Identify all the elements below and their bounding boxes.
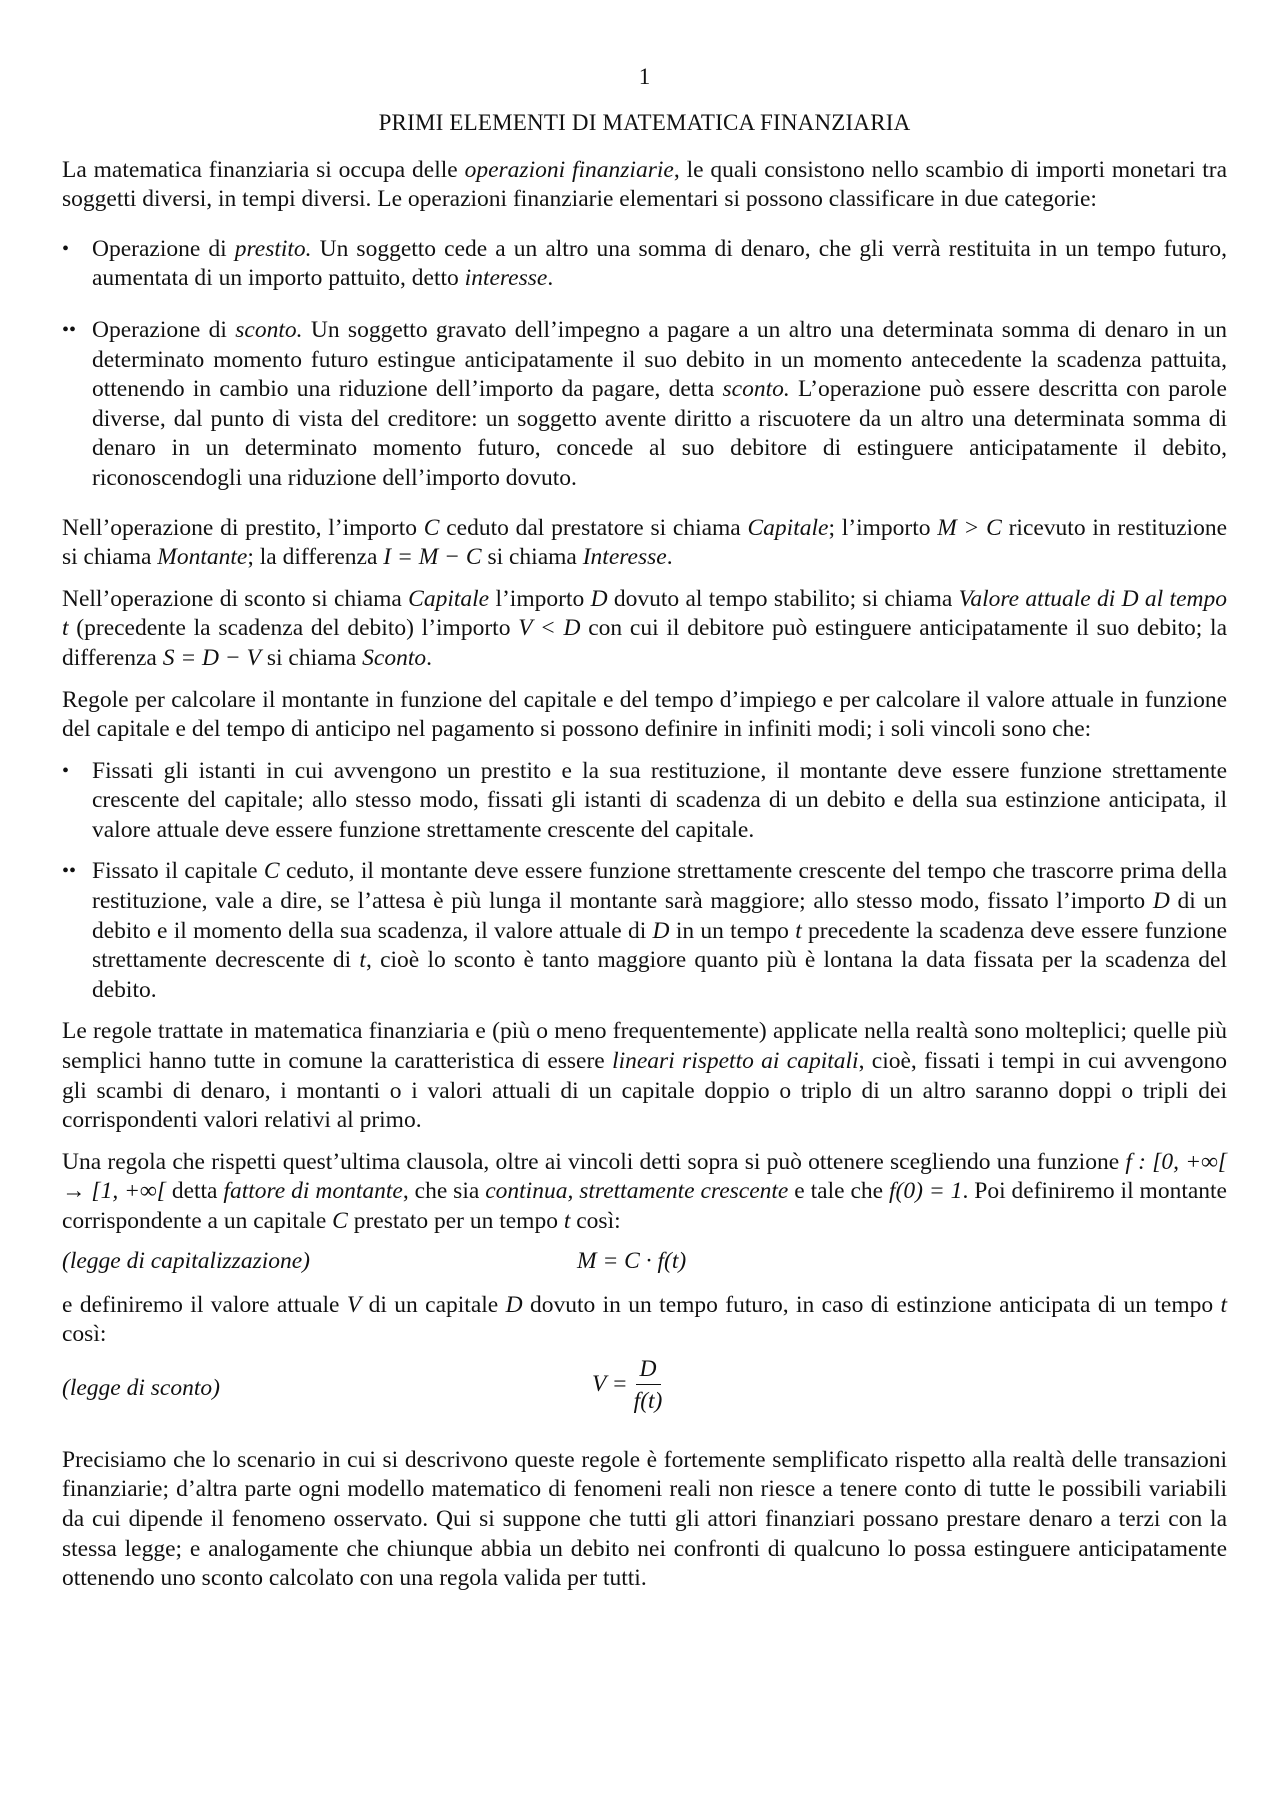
document-page: [62, 62, 1227, 1606]
page-number: 1: [638, 64, 651, 89]
double-bullet-icon: ••: [62, 318, 77, 341]
fraction-numerator: D: [636, 1354, 661, 1385]
formula-label: (legge di capitalizzazione): [62, 1247, 311, 1274]
bullet-icon: •: [62, 759, 70, 782]
intro-paragraph: La matematica finanziaria si occupa delle operazioni finanziarie, le quali consistono nello scambio di importi monetari tra soggetti diversi, in tempi diversi. Le operazioni finanziarie elementari si possono classificare in due categorie:: [62, 156, 1227, 213]
paragraph-sconto: Nell’operazione di sconto si chiama Capitale l’importo D dovuto al tempo stabilito; si chiama Valore attuale di D al tempo t (precedente la scadenza del debito) l’importo V < D con cui il debitore può estinguere anticipatamente il suo debito; la differenza S = D − V si chiama Sconto.: [62, 585, 1227, 671]
formula-sconto: [62, 1354, 1227, 1428]
page-title: PRIMI ELEMENTI DI MATEMATICA FINANZIARIA: [378, 110, 911, 135]
fraction-denominator: f(t): [633, 1387, 663, 1414]
paragraph-valore: e definiremo il valore attuale V di un capitale D dovuto in un tempo futuro, in caso di estinzione anticipata di un tempo t così:: [62, 1291, 1228, 1348]
paragraph-finale: Precisiamo che lo scenario in cui si descrivono queste regole è fortemente semplificato rispetto alla realtà delle transazioni finanziarie; d’altra parte ogni modello matematico di fenomeni reali non riesce a tenere conto di tutte le possibili variabili da cui dipende il fenomeno osservato. Qui si suppone che tutti gli attori finanziari possano prestare denaro a terzi con la stessa legge; e analogamente che chiunque abbia un debito nei confronti di qualcuno lo possa estinguere anticipatamente ottenendo uno sconto calcolato con una regola valida per tutti.: [62, 1446, 1227, 1592]
list-item-prestito: • Operazione di prestito. Un soggetto cede a un altro una somma di denaro, che gli verrà restituita in un tempo futuro, aumentata di un importo pattuito, detto interesse.: [62, 235, 1227, 292]
formula-lhs: V =: [592, 1371, 628, 1398]
list-item-vincolo-1: • Fissati gli istanti in cui avvengono un prestito e la sua restituzione, il montante deve essere funzione strettamente crescente del capitale; allo stesso modo, fissati gli istanti di scadenza di un debito e della sua estinzione anticipata, il valore attuale deve essere funzione strettamente crescente del capitale.: [62, 757, 1227, 843]
paragraph-regola: Una regola che rispetti quest’ultima clausola, oltre ai vincoli detti sopra si può ottenere scegliendo una funzione f : [0, +∞[ → [1, +∞[ detta fattore di montante, che sia continua, strettamente crescente e tale che f(0) = 1. Poi definiremo il montante corrispondente a un capitale C prestato per un tempo t così:: [62, 1148, 1227, 1234]
paragraph-prestito: Nell’operazione di prestito, l’importo C ceduto dal prestatore si chiama Capitale; l’importo M > C ricevuto in restituzione si chiama Montante; la differenza I = M − C si chiama Interesse.: [62, 514, 1227, 571]
bullet-icon: •: [62, 237, 70, 260]
double-bullet-icon: ••: [62, 860, 77, 883]
formula-equation: M = C · f(t): [577, 1247, 687, 1274]
paragraph-lineari: Le regole trattate in matematica finanziaria e (più o meno frequentemente) applicate nella realtà sono molteplici; quelle più semplici hanno tutte in comune la caratteristica di essere lineari rispetto ai capitali, cioè, fissati i tempi in cui avvengono gli scambi di denaro, i montanti o i valori attuali di un capitale doppio o triplo di un altro saranno doppi o tripli dei corrispondenti valori relativi al primo.: [62, 1018, 1227, 1134]
list-item-sconto: •• Operazione di sconto. Un soggetto gravato dell’impegno a pagare a un altro una determinata somma di denaro in un determinato momento futuro estingue anticipatamente il suo debito in un momento antecedente la scadenza pattuita, ottenendo in cambio una riduzione dell’importo da pagare, detta sconto. L’operazione può essere descritta con parole diverse, dal punto di vista del creditore: un soggetto avente diritto a riscuotere da un altro una determinata somma di denaro in un determinato momento futuro, concede al suo debitore di estinguere anticipatamente il debito, riconoscendogli una riduzione dell’importo dovuto.: [62, 316, 1228, 491]
paragraph-regole: Regole per calcolare il montante in funzione del capitale e del tempo d’impiego e per calcolare il valore attuale in funzione del capitale e del tempo di anticipo nel pagamento si possono definire in infiniti modi; i soli vincoli sono che:: [62, 686, 1227, 743]
fraction: [634, 1354, 663, 1417]
formula-label: (legge di sconto): [62, 1374, 220, 1401]
list-item-vincolo-2: •• Fissato il capitale C ceduto, il montante deve essere funzione strettamente crescente del tempo che trascorre prima della restituzione, vale a dire, se l’attesa è più lunga il montante sarà maggiore; allo stesso modo, fissato l’importo D di un debito e il momento della sua scadenza, il valore attuale di D in un tempo t precedente la scadenza deve essere funzione strettamente decrescente di t, cioè lo sconto è tanto maggiore quanto più è lontana la data fissata per la scadenza del debito.: [62, 858, 1228, 1003]
formula-capitalizzazione: [62, 1243, 1227, 1283]
formula-equation: [592, 1354, 662, 1417]
